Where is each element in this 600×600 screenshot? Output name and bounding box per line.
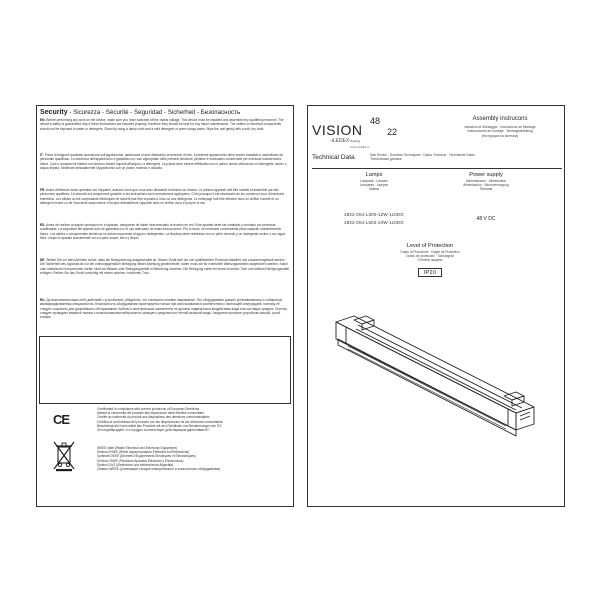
- technical-data-title: Technical Data: [312, 154, 355, 161]
- vision-logo: VISION 48 22 -iLEDEX-lighting www.iLEDEX.ru: [312, 116, 398, 149]
- security-para-ru: RU- До выполнения каких-либо действий с устройством, убедитесь, что отключено сетевое напряжение. Это оборудование должно устанавливаться и собираться квалифицированным специалистом. Безопасность оборудования гарантируется только при использовании в соответствии с настоящей инструкцией, поэтому её следует сохранить для дальнейшего обслуживания. Кабели и электрические компоненты не должны подвергаться воздействию воды или чистящих средств. Очистку следует проводить влажной тканью с использованием нейтрального моющего средства или тёплой мыльной воды. Аккуратно протрите устройство мягкой, сухой тканью.: [40, 298, 287, 320]
- voltage-value: 48 V DC: [476, 216, 496, 222]
- security-para-en: EN- Before performing any work on the device, make sure you have switched off the mains voltage. This device must be installed and assembled by qualified personnel. The device's safety is guaranteed only if these instructions are followed properly; therefore they should be kept for any future maintenance. The cables or electrical components should not be exposed to water or detergent. Clean by using a damp cloth and a mild detergent or warm soapy water. Wipe the unit gently with a soft, dry cloth.: [40, 118, 284, 131]
- assembly-page: [307, 105, 565, 507]
- security-para-es: ES- Antes de realizar cualquier operación en el aparato, asegúrese de haber desconectado la tensión de red. Este aparato debe ser instalado y montado por personas cualificadas. La seguridad del aparato sólo se garantiza con el uso adecuado de estas instrucciones. Por lo tanto, es necesario conservarlas para cualquier mantenimiento futuro. Los cables o componentes eléctricos no deben exponerse al agua o detergentes. La limpieza debe realizarse con un paño húmedo y un detergente neutro o con agua tibia. Limpie el aparato suavemente con un paño suave, seco y limpio.: [40, 223, 285, 240]
- lamp-code: 4822-004-L300-12W-110DG: [344, 212, 404, 217]
- protection-heading: Level of Protection: [406, 243, 454, 249]
- weee-text: WEEE label (Waste Electrical and Electronic Equipment) Simbolo RAEE (Rifiuti Apparecchiature Elettriche ed Elettroniche) Symbole DEEE (Déchets d'Équipements Électriques et Électroniques) Símbolo RAEE (Residuos Aparatos Eléctricos y Electrónicos) Symbol EAG (Elektrische und elektronische Altgeräte) Символ WEEE (утилизация отходов электрического и электронного оборудования): [97, 446, 221, 472]
- security-para-fr: FR- Avant d'effectuer toute opération sur l'appareil, assurez-vous que vous avez désactivé la tension du réseau. Le présent appareil doit être installé et assemblé par des personnes qualifiées. La sécurité est uniquement garantie si les instructions sont correctement appliquées. C'est pourquoi il est nécessaire de les conserver pour d'éventuels entretiens. Les câbles ou les composants électriques ne doivent pas être exposés à l'eau ou aux détergents. Le nettoyage doit être effectué avec un chiffon humide et un détergent neutre ou de l'eau tiède savonneuse. Essuyez délicatement l'appareil avec un chiffon doux et propre et sec.: [40, 188, 284, 205]
- power-langs: Alimentazione · Alimentation Alimentación · Stromversorgung Питание: [463, 179, 509, 191]
- security-para-it: IT- Prima di eseguire qualsiasi operazione sull'apparecchio, assicurarsi di aver disinserito la tensione di rete. Il presente apparecchio deve essere installato e assemblato da personale qualificato. La sicurezza dell'apparecchio è garantita con l'uso appropriato delle presenti istruzioni; pertanto è necessario conservarle per eventuali manutenzioni future. Cavi o componenti elettrici non devono essere esposti all'acqua o a detergenti. La pulizia deve essere effettuata con un panno umido utilizzando un detergente neutro o acqua tiepida. Strofinare delicatamente l'apparecchio con un panno morbido e asciutto.: [40, 153, 287, 170]
- lamps-langs: Lampade · Lampes Lamparas · Lampen Лампы: [359, 179, 389, 191]
- notes-box: [39, 336, 291, 404]
- ce-mark: CE: [53, 412, 70, 427]
- security-page: [36, 105, 294, 507]
- security-heading: [40, 109, 240, 116]
- ip-rating-badge: IP20: [418, 268, 442, 277]
- assembly-langs: Istruzioni di Montaggio · Instructions de Montage Instrucciones de montaje · Montageanleitung Инструкция по монтажу: [464, 125, 536, 138]
- security-langs: - Sicurezza - Sécurité - Seguridad - Sicherheit - Безопасность: [69, 109, 241, 116]
- track-light-drawing: [308, 106, 566, 508]
- lamps-heading: Lamps: [365, 172, 383, 178]
- weee-bin-icon: [52, 440, 76, 472]
- assembly-title: Assembly instrucons: [472, 116, 528, 122]
- lamp-code: 4822-004-L602-24W-110DG: [344, 220, 404, 225]
- power-heading: Power supply: [469, 172, 503, 178]
- ce-certification-text: Certificated in compliance with current provisions of European Directives Attesta la conformità del prodotto alle disposizioni delle direttive comunitarie Certifie la conformité du produit aux dispositions des directives communautaires Certifica la conformidad del producto con las disposiciones de las directivas comunitarias Bescheinigt die Konformität des Produkts mit den Richtlinien und Bestimmungen der EG Это подтверждает, что продукт соответствует действующим директивам ЕС: [97, 407, 223, 433]
- security-para-de: DE- Stellen Sie vor allen Arbeiten sicher, dass die Netzspannung ausgeschaltet ist. Dieses Gerät darf nur von qualifiziertem Personal installiert und zusammengebaut werden. Die Sicherheit des Apparats ist nur bei ordnungsgemäßer Befolgung dieser Anleitung gewährleistet, daher muss sie für eventuelle Wartungsarbeiten aufgehoben werden. Kabel oder elektrische Komponenten dürfen nicht mit Wasser oder Reinigungsmittel in Berührung kommen. Die Reinigung sollte mit einem feuchten Tuch und mildem Reinigungsmittel erfolgen. Reiben Sie das Gerät vorsichtig mit einem weichen, trockenen Tuch.: [40, 258, 289, 275]
- protection-langs: Grado di Protezione · Degré de Protection Grado de protección · Schutzgrad Степень защиты: [400, 250, 460, 262]
- security-title: Security: [40, 109, 68, 116]
- technical-data-langs: Dati Tecnici · Données Techniques · Datos Técnicos · Technische Daten Технические данные: [370, 153, 476, 162]
